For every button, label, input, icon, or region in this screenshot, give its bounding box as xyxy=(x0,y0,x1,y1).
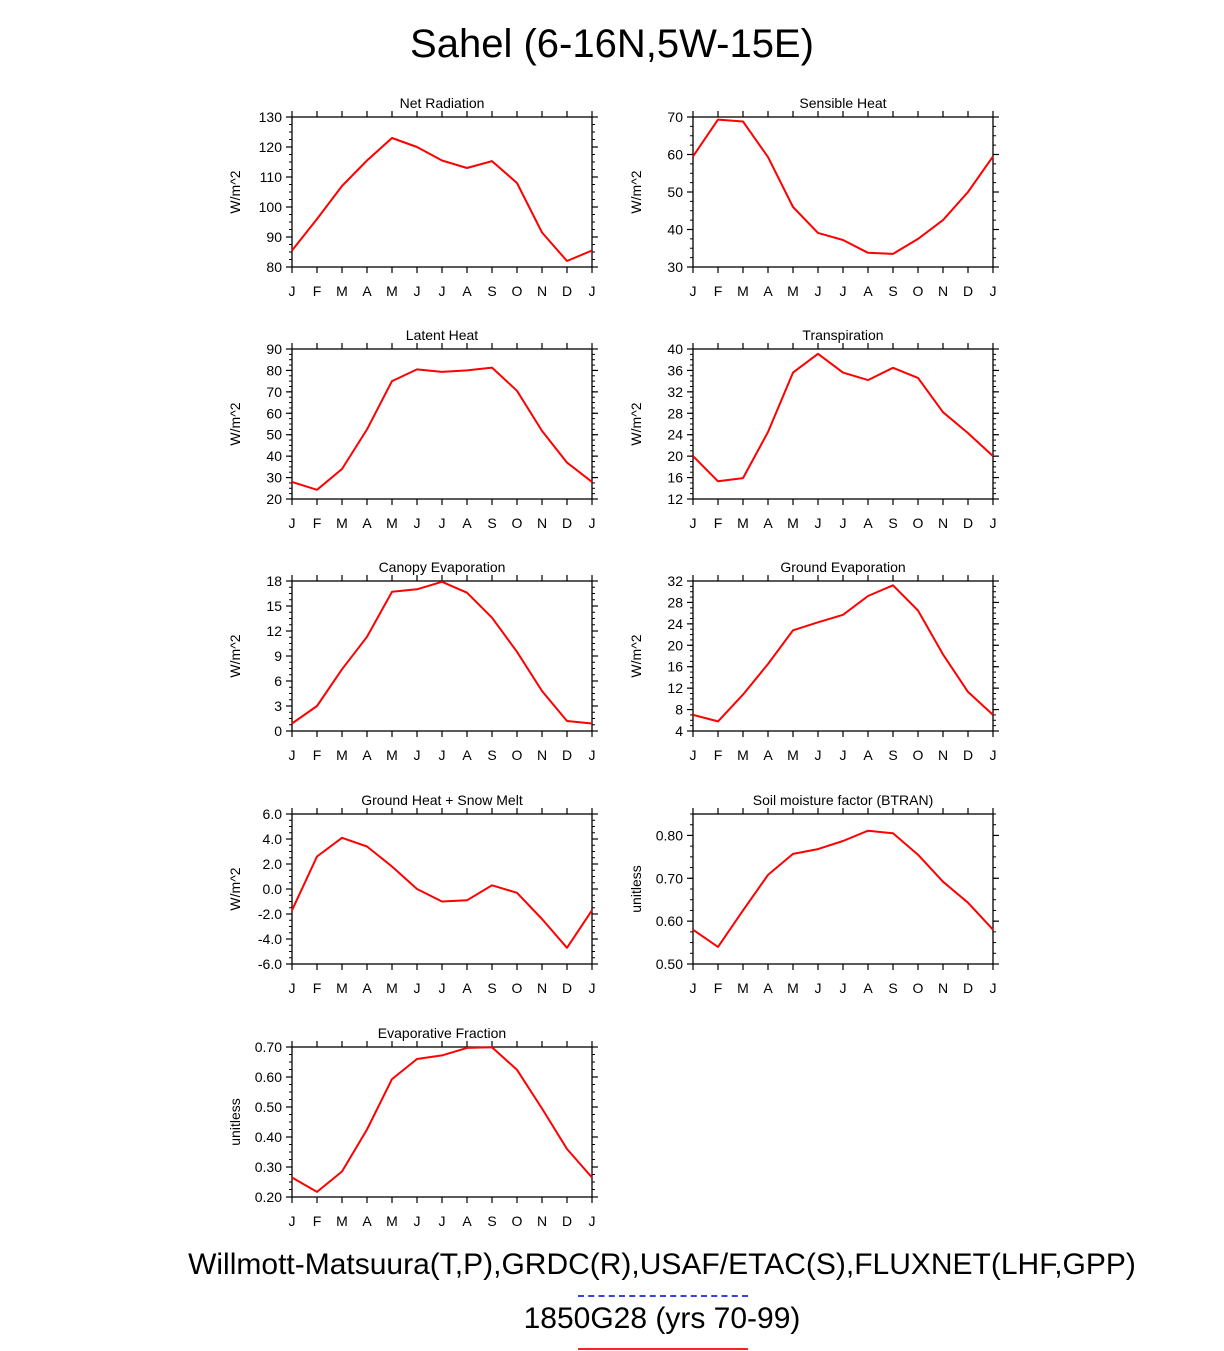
y-tick-label: 60 xyxy=(266,405,282,422)
x-tick-label: O xyxy=(912,747,924,763)
y-tick-label: -4.0 xyxy=(257,931,282,947)
y-tick-label: 8 xyxy=(675,701,683,718)
x-tick-label: J xyxy=(588,747,596,763)
y-tick-label: 40 xyxy=(266,448,282,465)
x-tick-label: M xyxy=(787,515,799,531)
y-tick-label: 15 xyxy=(266,598,282,614)
x-tick-label: M xyxy=(336,1213,348,1229)
x-tick-label: J xyxy=(438,747,446,763)
y-axis-label: W/m^2 xyxy=(628,634,644,678)
y-axis-label: unitless xyxy=(227,1098,243,1146)
x-tick-label: J xyxy=(413,515,421,531)
y-tick-label: 36 xyxy=(667,362,683,379)
plot-frame xyxy=(693,117,993,267)
chart-title: Transpiration xyxy=(802,327,884,343)
x-tick-label: A xyxy=(462,515,472,531)
y-tick-label: 20 xyxy=(667,448,683,465)
x-tick-label: D xyxy=(962,515,974,531)
data-series-line xyxy=(693,585,993,721)
y-tick-label: 24 xyxy=(667,426,683,443)
y-tick-label: 4.0 xyxy=(262,831,282,847)
y-tick-label: 30 xyxy=(667,259,683,275)
x-tick-label: N xyxy=(937,515,949,531)
data-series-line xyxy=(292,838,592,948)
x-tick-label: J xyxy=(288,515,296,531)
x-tick-label: J xyxy=(438,283,446,299)
plot-frame xyxy=(693,814,993,964)
x-tick-label: J xyxy=(989,747,997,763)
y-tick-label: 130 xyxy=(258,109,282,125)
y-tick-label: -6.0 xyxy=(257,956,282,972)
x-tick-label: A xyxy=(763,283,773,299)
x-tick-label: A xyxy=(362,515,372,531)
y-tick-label: 3 xyxy=(274,698,282,714)
x-tick-label: S xyxy=(888,515,898,531)
x-tick-label: J xyxy=(839,515,847,531)
x-tick-label: M xyxy=(787,747,799,763)
legend-case-line xyxy=(578,1348,748,1350)
x-tick-label: A xyxy=(763,980,773,996)
y-tick-label: 0.40 xyxy=(254,1129,282,1145)
x-tick-label: S xyxy=(888,283,898,299)
x-tick-label: J xyxy=(588,283,596,299)
x-tick-label: S xyxy=(487,980,497,996)
x-tick-label: O xyxy=(511,515,523,531)
x-tick-label: N xyxy=(937,980,949,996)
x-tick-label: J xyxy=(413,283,421,299)
chart-title: Net Radiation xyxy=(399,95,485,111)
x-tick-label: A xyxy=(863,283,873,299)
y-tick-label: 40 xyxy=(667,341,683,357)
x-tick-label: A xyxy=(763,515,773,531)
x-tick-label: A xyxy=(863,747,873,763)
x-tick-label: D xyxy=(962,283,974,299)
x-tick-label: S xyxy=(888,747,898,763)
y-axis-label: W/m^2 xyxy=(628,402,644,446)
x-tick-label: J xyxy=(588,980,596,996)
x-tick-label: F xyxy=(312,283,322,299)
chart-panel xyxy=(227,95,598,299)
x-tick-label: A xyxy=(362,1213,372,1229)
y-tick-label: 9 xyxy=(274,648,282,664)
chart-title: Soil moisture factor (BTRAN) xyxy=(752,792,934,808)
data-series-line xyxy=(693,120,993,254)
y-tick-label: 32 xyxy=(667,573,683,589)
y-axis-label: W/m^2 xyxy=(628,170,644,214)
x-tick-label: D xyxy=(962,980,974,996)
y-tick-label: 60 xyxy=(667,146,683,163)
x-tick-label: O xyxy=(511,1213,523,1229)
x-tick-label: A xyxy=(863,515,873,531)
x-tick-label: N xyxy=(536,747,548,763)
x-tick-label: M xyxy=(336,980,348,996)
x-tick-label: F xyxy=(312,515,322,531)
legend-obs-text: Willmott-Matsuura(T,P),GRDC(R),USAF/ETAC(S),FLUXNET(LHF,GPP) xyxy=(188,1248,1136,1281)
y-tick-label: 2.0 xyxy=(262,856,282,872)
chart-panel xyxy=(628,95,999,299)
y-tick-label: 50 xyxy=(266,426,282,443)
x-tick-label: J xyxy=(288,1213,296,1229)
x-tick-label: D xyxy=(561,1213,573,1229)
y-tick-label: 0.50 xyxy=(655,956,683,972)
x-tick-label: O xyxy=(511,747,523,763)
chart-title: Ground Heat + Snow Melt xyxy=(361,792,523,808)
x-tick-label: A xyxy=(362,747,372,763)
chart-panel xyxy=(628,792,999,996)
x-tick-label: A xyxy=(462,747,472,763)
y-axis-label: unitless xyxy=(628,865,644,913)
y-axis-label: W/m^2 xyxy=(227,634,243,678)
chart-panel xyxy=(227,559,598,763)
x-tick-label: A xyxy=(462,980,472,996)
x-tick-label: F xyxy=(713,980,723,996)
y-tick-label: 24 xyxy=(667,615,683,632)
x-tick-label: J xyxy=(438,1213,446,1229)
x-tick-label: M xyxy=(787,283,799,299)
x-tick-label: N xyxy=(536,980,548,996)
plot-frame xyxy=(292,814,592,964)
chart-title: Latent Heat xyxy=(405,327,479,343)
x-tick-label: O xyxy=(912,283,924,299)
x-tick-label: D xyxy=(561,980,573,996)
x-tick-label: F xyxy=(713,747,723,763)
y-tick-label: 100 xyxy=(258,199,282,215)
x-tick-label: M xyxy=(737,747,749,763)
x-tick-label: J xyxy=(814,283,822,299)
x-tick-label: J xyxy=(814,980,822,996)
x-tick-label: J xyxy=(689,980,697,996)
plot-frame xyxy=(292,581,592,731)
y-tick-label: 18 xyxy=(266,573,282,589)
y-tick-label: 120 xyxy=(258,139,282,155)
y-tick-label: 6 xyxy=(274,673,282,689)
x-tick-label: J xyxy=(689,515,697,531)
y-tick-label: 80 xyxy=(266,362,282,379)
y-tick-label: 70 xyxy=(266,383,282,400)
chart-title: Ground Evaporation xyxy=(780,559,906,575)
x-tick-label: N xyxy=(536,1213,548,1229)
x-tick-label: M xyxy=(336,747,348,763)
x-tick-label: J xyxy=(288,980,296,996)
y-tick-label: 40 xyxy=(667,221,683,238)
x-tick-label: J xyxy=(288,747,296,763)
y-axis-label: W/m^2 xyxy=(227,867,243,911)
y-axis-label: W/m^2 xyxy=(227,402,243,446)
x-tick-label: J xyxy=(438,515,446,531)
y-tick-label: 20 xyxy=(667,637,683,654)
x-tick-label: A xyxy=(462,283,472,299)
x-tick-label: M xyxy=(386,980,398,996)
y-tick-label: 16 xyxy=(667,658,683,675)
y-tick-label: 0.50 xyxy=(254,1099,282,1115)
y-tick-label: 110 xyxy=(259,169,282,185)
y-tick-label: 16 xyxy=(667,469,683,486)
x-tick-label: O xyxy=(511,980,523,996)
x-tick-label: M xyxy=(737,980,749,996)
chart-title: Sensible Heat xyxy=(799,95,887,111)
y-tick-label: 0 xyxy=(274,723,282,739)
x-tick-label: J xyxy=(413,1213,421,1229)
x-tick-label: O xyxy=(912,515,924,531)
x-tick-label: M xyxy=(787,980,799,996)
y-tick-label: 30 xyxy=(266,469,282,486)
x-tick-label: F xyxy=(312,747,322,763)
x-tick-label: S xyxy=(487,283,497,299)
x-tick-label: S xyxy=(487,1213,497,1229)
y-tick-label: 0.20 xyxy=(254,1189,282,1205)
x-tick-label: M xyxy=(336,283,348,299)
x-tick-label: M xyxy=(386,515,398,531)
y-tick-label: 32 xyxy=(667,383,683,400)
x-tick-label: N xyxy=(937,747,949,763)
chart-panel xyxy=(227,1025,598,1229)
x-tick-label: D xyxy=(561,515,573,531)
x-tick-label: D xyxy=(561,283,573,299)
x-tick-label: J xyxy=(689,747,697,763)
plot-frame xyxy=(693,581,993,731)
data-series-line xyxy=(693,354,993,482)
y-tick-label: 0.60 xyxy=(655,913,683,930)
y-tick-label: 50 xyxy=(667,184,683,200)
y-tick-label: 0.30 xyxy=(254,1159,282,1175)
x-tick-label: J xyxy=(588,1213,596,1229)
chart-title: Canopy Evaporation xyxy=(378,559,506,575)
x-tick-label: J xyxy=(689,283,697,299)
x-tick-label: J xyxy=(989,283,997,299)
x-tick-label: J xyxy=(588,515,596,531)
x-tick-label: S xyxy=(487,747,497,763)
chart-panel xyxy=(628,327,999,531)
x-tick-label: N xyxy=(536,283,548,299)
x-tick-label: N xyxy=(937,283,949,299)
chart-panel xyxy=(227,792,598,996)
x-tick-label: M xyxy=(336,515,348,531)
y-tick-label: 12 xyxy=(667,491,683,507)
x-tick-label: M xyxy=(737,515,749,531)
x-tick-label: O xyxy=(912,980,924,996)
x-tick-label: S xyxy=(888,980,898,996)
data-series-line xyxy=(292,582,592,724)
data-series-line xyxy=(292,1047,592,1192)
y-tick-label: 20 xyxy=(266,491,282,507)
x-tick-label: J xyxy=(814,747,822,763)
x-tick-label: F xyxy=(312,1213,322,1229)
data-series-line xyxy=(292,138,592,261)
x-tick-label: F xyxy=(312,980,322,996)
y-tick-label: 12 xyxy=(667,680,683,697)
y-tick-label: 80 xyxy=(266,259,282,275)
chart-title: Evaporative Fraction xyxy=(377,1025,507,1041)
figure-title: Sahel (6-16N,5W-15E) xyxy=(410,22,814,66)
x-tick-label: J xyxy=(413,980,421,996)
x-tick-label: O xyxy=(511,283,523,299)
y-axis-label: W/m^2 xyxy=(227,170,243,214)
y-tick-label: -2.0 xyxy=(257,906,282,922)
x-tick-label: A xyxy=(763,747,773,763)
y-tick-label: 70 xyxy=(667,109,683,125)
y-tick-label: 0.70 xyxy=(655,870,683,887)
x-tick-label: M xyxy=(737,283,749,299)
x-tick-label: J xyxy=(989,515,997,531)
x-tick-label: A xyxy=(863,980,873,996)
x-tick-label: J xyxy=(814,515,822,531)
chart-panel xyxy=(227,327,598,531)
y-tick-label: 0.80 xyxy=(655,827,683,844)
y-tick-label: 12 xyxy=(266,623,282,639)
y-tick-label: 4 xyxy=(675,723,683,739)
x-tick-label: J xyxy=(288,283,296,299)
x-tick-label: J xyxy=(989,980,997,996)
y-tick-label: 90 xyxy=(266,341,282,357)
chart-panel xyxy=(628,559,999,763)
y-tick-label: 0.0 xyxy=(262,881,282,897)
x-tick-label: J xyxy=(839,747,847,763)
y-tick-label: 90 xyxy=(266,229,282,245)
y-tick-label: 0.60 xyxy=(254,1069,282,1085)
x-tick-label: J xyxy=(839,283,847,299)
x-tick-label: F xyxy=(713,515,723,531)
legend-case-text: 1850G28 (yrs 70-99) xyxy=(523,1302,801,1335)
y-tick-label: 28 xyxy=(667,594,683,611)
x-tick-label: S xyxy=(487,515,497,531)
x-tick-label: F xyxy=(713,283,723,299)
data-series-line xyxy=(292,368,592,490)
x-tick-label: M xyxy=(386,747,398,763)
y-tick-label: 28 xyxy=(667,405,683,422)
x-tick-label: N xyxy=(536,515,548,531)
x-tick-label: D xyxy=(561,747,573,763)
x-tick-label: A xyxy=(462,1213,472,1229)
y-tick-label: 6.0 xyxy=(262,806,282,822)
y-tick-label: 0.70 xyxy=(254,1039,282,1055)
x-tick-label: J xyxy=(413,747,421,763)
x-tick-label: J xyxy=(839,980,847,996)
x-tick-label: M xyxy=(386,1213,398,1229)
x-tick-label: J xyxy=(438,980,446,996)
x-tick-label: M xyxy=(386,283,398,299)
x-tick-label: D xyxy=(962,747,974,763)
data-series-line xyxy=(693,831,993,947)
legend-obs-line xyxy=(578,1295,748,1297)
x-tick-label: A xyxy=(362,980,372,996)
x-tick-label: A xyxy=(362,283,372,299)
